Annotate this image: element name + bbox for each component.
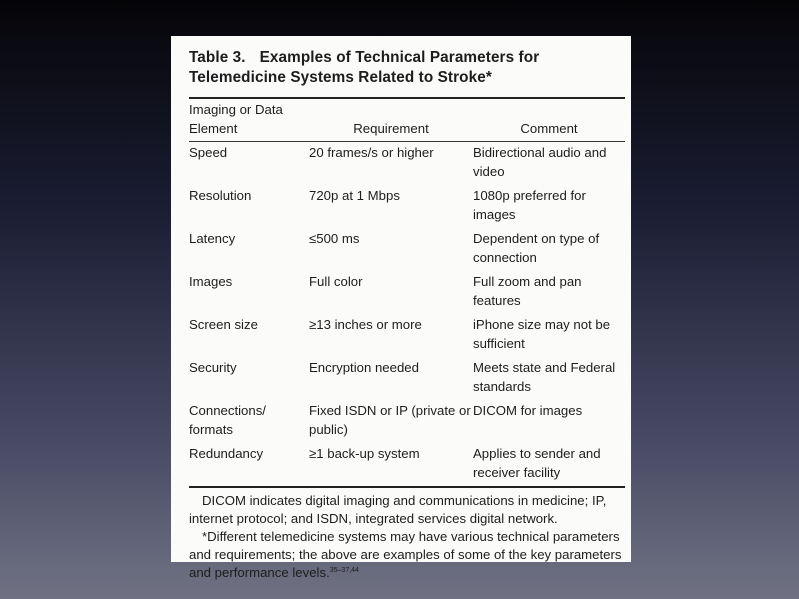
row-requirement: ≥13 inches or more bbox=[309, 317, 422, 332]
row-comment: Dependent on type of connection bbox=[473, 231, 600, 265]
row-comment: iPhone size may not be sufficient bbox=[473, 317, 611, 351]
row-comment: Full zoom and pan features bbox=[473, 274, 582, 308]
parameters-table bbox=[189, 99, 625, 486]
table-row bbox=[189, 271, 625, 314]
abbreviations-note: DICOM indicates digital imaging and communications in medicine; IP, internet protocol; and ISDN, integrated services digital network. bbox=[189, 493, 607, 526]
table-caption bbox=[189, 48, 623, 88]
table-row bbox=[189, 185, 625, 228]
table-row bbox=[189, 228, 625, 271]
row-comment: 1080p preferred for images bbox=[473, 188, 586, 222]
row-element: Connections/ formats bbox=[189, 403, 266, 437]
reference-superscript: 35–37,44 bbox=[329, 567, 359, 574]
row-requirement: Encryption needed bbox=[309, 360, 419, 375]
table-number: Table 3. bbox=[189, 49, 246, 66]
general-note bbox=[189, 528, 627, 582]
table-footnotes bbox=[189, 492, 627, 582]
row-element: Resolution bbox=[189, 188, 252, 203]
row-requirement: ≥1 back-up system bbox=[309, 446, 420, 461]
row-requirement: ≤500 ms bbox=[309, 231, 360, 246]
row-element: Speed bbox=[189, 145, 228, 160]
row-comment: Applies to sender and receiver facility bbox=[473, 446, 601, 480]
table-row bbox=[189, 443, 625, 486]
header-requirement: Requirement bbox=[353, 120, 429, 136]
row-comment: DICOM for images bbox=[473, 403, 583, 418]
row-element: Latency bbox=[189, 231, 236, 246]
row-requirement: Fixed ISDN or IP (private or public) bbox=[309, 403, 471, 437]
table-card bbox=[171, 36, 631, 580]
row-comment: Meets state and Federal standards bbox=[473, 360, 616, 394]
row-element: Security bbox=[189, 360, 237, 375]
table-row bbox=[189, 400, 625, 443]
header-element: Imaging or Data Element bbox=[189, 102, 283, 136]
row-requirement: Full color bbox=[309, 274, 363, 289]
bottom-rule bbox=[189, 486, 625, 488]
row-requirement: 20 frames/s or higher bbox=[309, 145, 434, 160]
table-row bbox=[189, 314, 625, 357]
table-row bbox=[189, 357, 625, 400]
general-note-text: *Different telemedicine systems may have various technical parameters and requirements; the above are examples of some of the key parameters and performance levels. bbox=[189, 529, 622, 580]
header-comment: Comment bbox=[520, 120, 578, 136]
table-row bbox=[189, 142, 625, 185]
row-requirement: 720p at 1 Mbps bbox=[309, 188, 400, 203]
row-element: Redundancy bbox=[189, 446, 264, 461]
table-title: Examples of Technical Parameters for Telemedicine Systems Related to Stroke* bbox=[189, 49, 540, 86]
header-row bbox=[189, 99, 625, 141]
row-element: Screen size bbox=[189, 317, 258, 332]
row-element: Images bbox=[189, 274, 233, 289]
row-comment: Bidirectional audio and video bbox=[473, 145, 607, 179]
